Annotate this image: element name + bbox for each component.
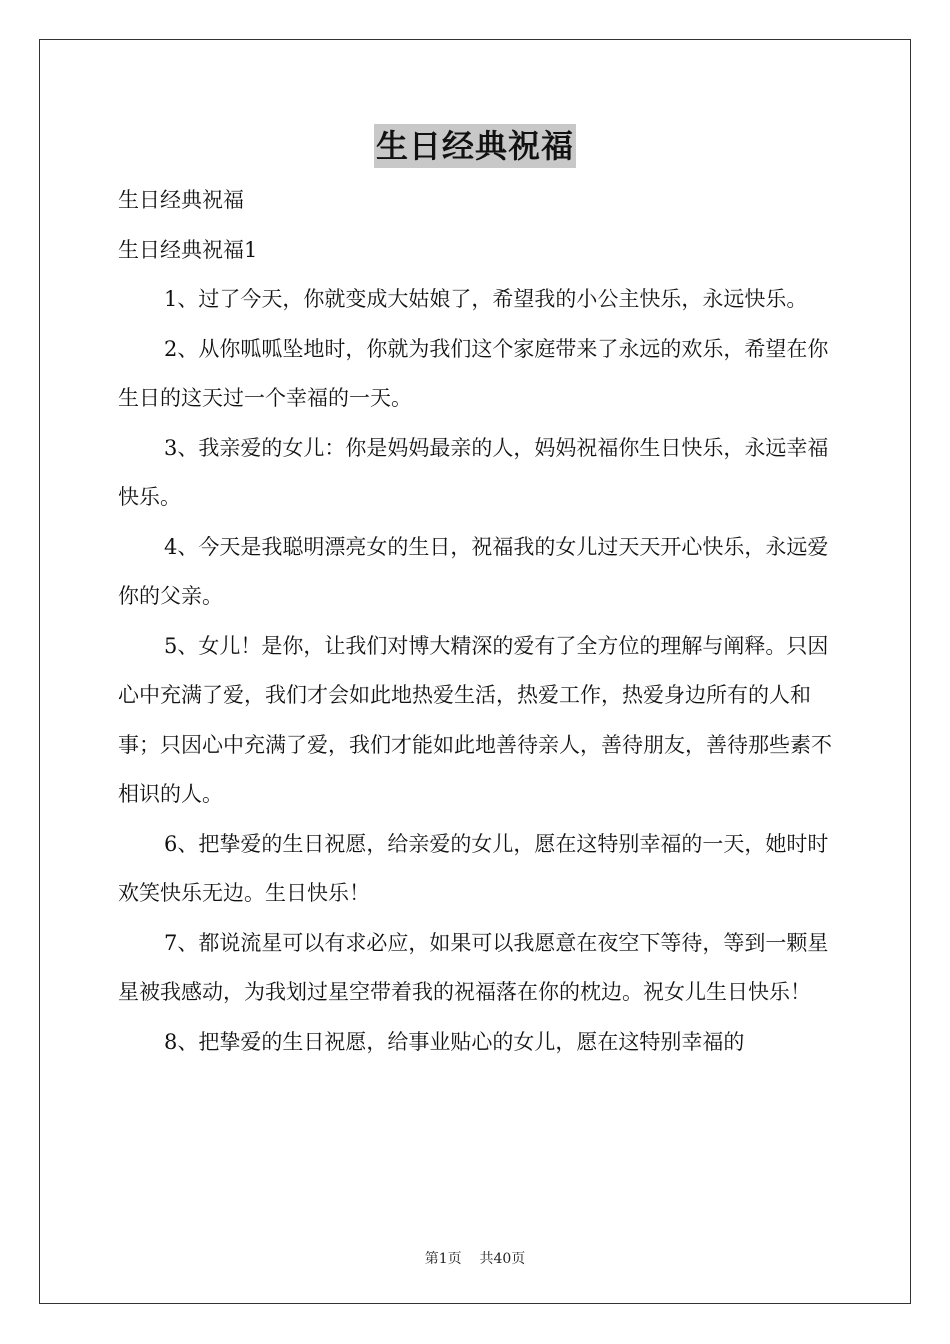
- paragraph-4: 4、今天是我聪明漂亮女的生日，祝福我的女儿过天天开心快乐，永远爱你的父亲。: [118, 534, 829, 608]
- paragraph-7: 7、都说流星可以有求必应，如果可以我愿意在夜空下等待，等到一颗星星被我感动，为我划过星空带着我的祝福落在你的枕边。祝女儿生日快乐！: [118, 930, 829, 1004]
- subsection-heading: 生日经典祝福1: [118, 237, 258, 262]
- paragraph-3: 3、我亲爱的女儿：你是妈妈最亲的人，妈妈祝福你生日快乐，永远幸福快乐。: [118, 435, 829, 509]
- paragraph-1: 1、过了今天，你就变成大姑娘了，希望我的小公主快乐，永远快乐。: [164, 287, 808, 311]
- page-footer: [0, 1248, 950, 1268]
- paragraph-2: 2、从你呱呱坠地时，你就为我们这个家庭带来了永远的欢乐，希望在你生日的这天过一个幸福的一天。: [118, 336, 829, 410]
- page-number: 第1页: [424, 1251, 462, 1267]
- paragraph-8: 8、把挚爱的生日祝愿，给事业贴心的女儿，愿在这特别幸福的: [164, 1029, 745, 1054]
- document-title: 生日经典祝福: [374, 124, 576, 168]
- title-container: [0, 124, 950, 168]
- document-body: [118, 176, 838, 1067]
- section-heading: 生日经典祝福: [118, 188, 244, 212]
- paragraph-6: 6、把挚爱的生日祝愿，给亲爱的女儿，愿在这特别幸福的一天，她时时欢笑快乐无边。生日快乐！: [118, 831, 829, 905]
- paragraph-5: 5、女儿！是你，让我们对博大精深的爱有了全方位的理解与阐释。只因心中充满了爱，我们才会如此地热爱生活，热爱工作，热爱身边所有的人和事；只因心中充满了爱，我们才能如此地善待亲人，善待朋友，善待那些素不相识的人。: [118, 633, 832, 806]
- page-total: 共40页: [479, 1251, 526, 1267]
